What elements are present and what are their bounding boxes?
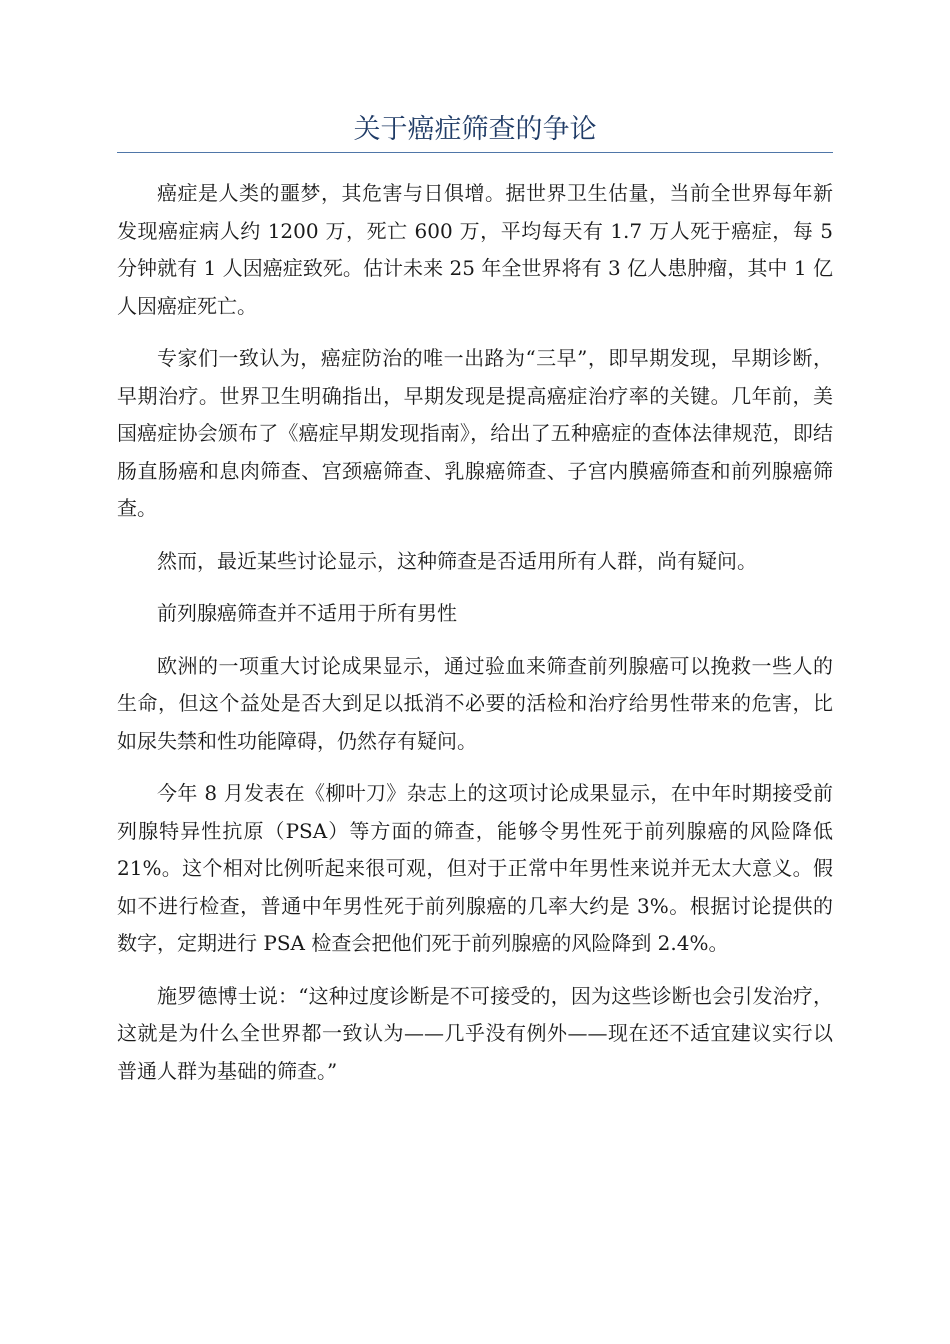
section-subheading: 前列腺癌筛查并不适用于所有男性: [157, 601, 457, 625]
title-underline: [117, 152, 833, 153]
paragraph-experts: 专家们一致认为，癌症防治的唯一出路为“三早”，即早期发现，早期诊断，早期治疗。世界卫生明确指出，早期发现是提高癌症治疗率的关键。几年前，美国癌症协会颁布了《癌症早期发现指南》，给出了五种癌症的查体法律规范，即结肠直肠癌和息肉筛查、宫颈癌筛查、乳腺癌筛查、子宫内膜癌筛查和前列腺癌筛查。: [117, 346, 833, 520]
paragraph-doubt: 然而，最近某些讨论显示，这种筛查是否适用所有人群，尚有疑问。: [157, 548, 757, 573]
paragraph-lancet-study: 今年 8 月发表在《柳叶刀》杂志上的这项讨论成果显示，在中年时期接受前列腺特异性抗原（PSA）等方面的筛查，能够令男性死于前列腺癌的风险降低 21%。这个相对比例听起来很可观，但对于正常中年男性来说并无太大意义。假如不进行检查，普通中年男性死于前列腺癌的几率大约是 3%。根据讨论提供的数字，定期进行 PSA 检查会把他们死于前列腺癌的风险降到 2.4%。: [117, 781, 833, 955]
paragraph-quote: 施罗德博士说：“这种过度诊断是不可接受的，因为这些诊断也会引发治疗，这就是为什么全世界都一致认为——几乎没有例外——现在还不适宜建议实行以普通人群为基础的筛查。”: [117, 983, 833, 1083]
paragraph-intro: 癌症是人类的噩梦，其危害与日俱增。据世界卫生估量，当前全世界每年新发现癌症病人约 1200 万，死亡 600 万，平均每天有 1.7 万人死于癌症，每 5 分钟就有 1 人因癌症致死。估计未来 25 年全世界将有 3 亿人患肿瘤，其中 1 亿人因癌症死亡。: [117, 181, 833, 318]
document-title: 关于癌症筛查的争论: [353, 114, 597, 145]
document-body: [117, 175, 833, 1105]
paragraph-europe-study: 欧洲的一项重大讨论成果显示，通过验血来筛查前列腺癌可以挽救一些人的生命，但这个益处是否大到足以抵消不必要的活检和治疗给男性带来的危害，比如尿失禁和性功能障碍，仍然存有疑问。: [117, 653, 833, 753]
